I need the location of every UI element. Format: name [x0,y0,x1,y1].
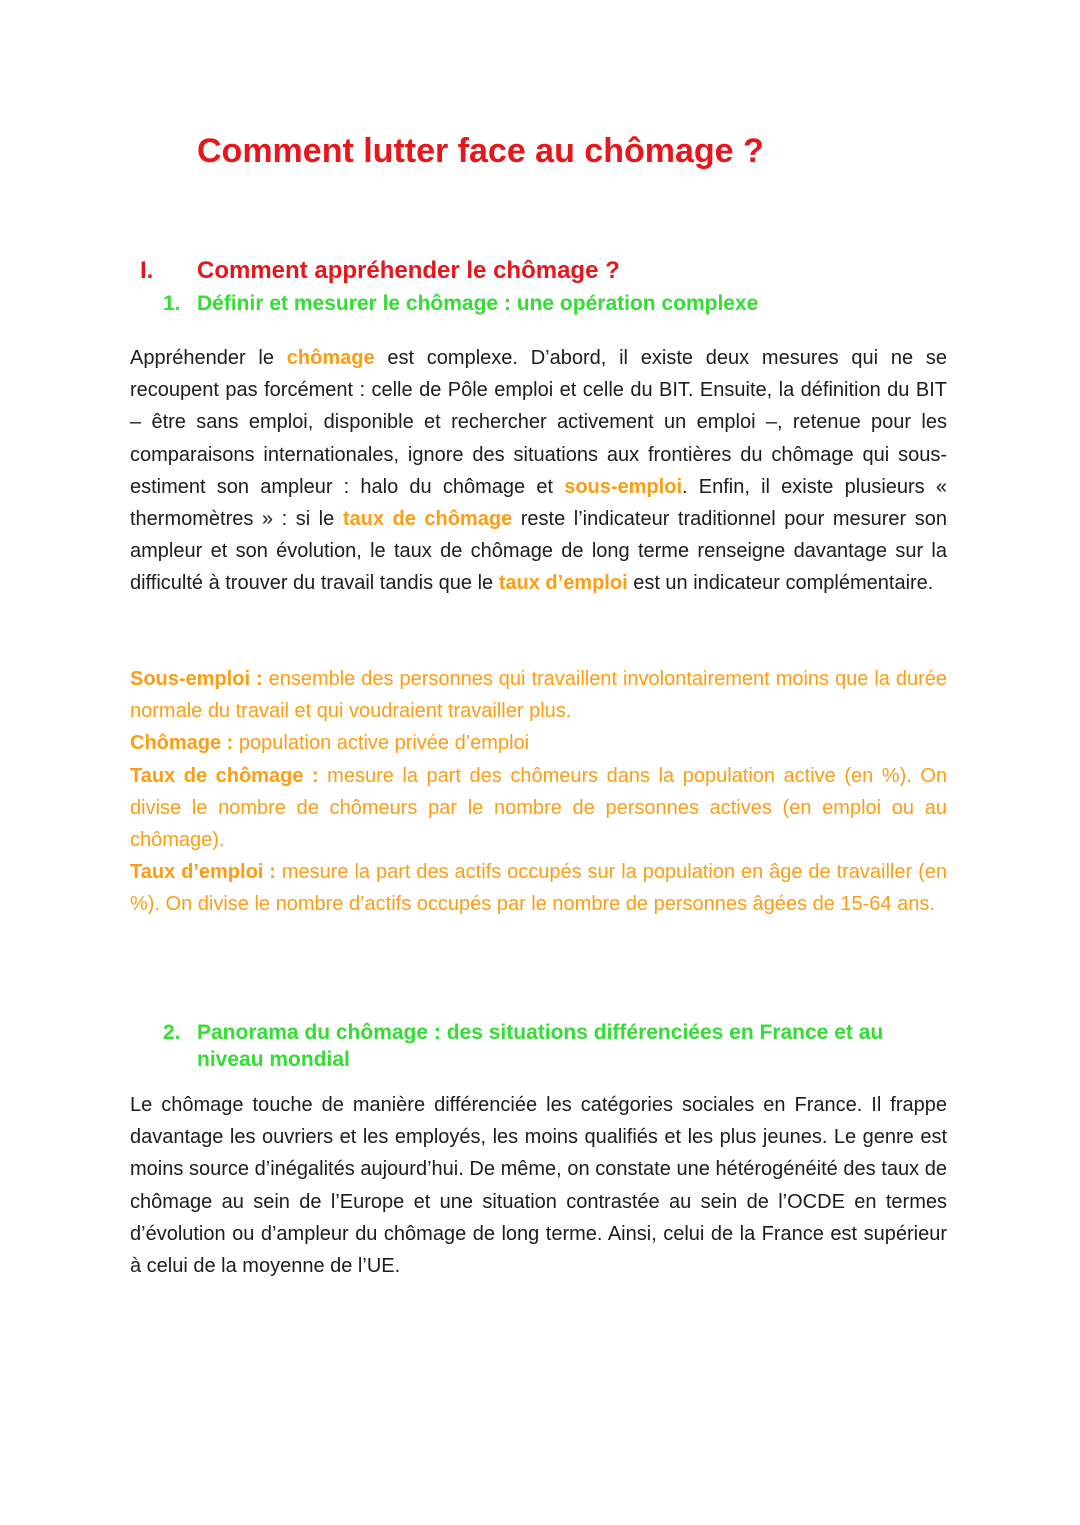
panorama-paragraph: Le chômage touche de manière différenciée les catégories sociales en France. Il frappe davantage les ouvriers et les employés, les moins qualifiés et les plus jeunes. Le genre est moins source d’inégalités aujourd’hui. De même, on constate une hétérogénéité des taux de chômage au sein de l’Europe et une situation contrastée au sein de l’OCDE en termes d’évolution ou d’ampleur du chômage de long terme. Ainsi, celui de la France est supérieur à celui de la moyenne de l’UE. [130,1094,947,1278]
intro-paragraph [130,342,947,600]
text-run: reste l’indicateur traditionnel pour mesurer son ampleur et son évolution, le taux de chômage de long terme renseigne davantage sur la difficulté à trouver du travail tandis que le [130,508,948,595]
definition-term: Taux d’emploi : [130,861,276,884]
definition-item [130,856,947,920]
text-run: Appréhender le [130,347,287,369]
subsection-title: Panorama du chômage : des situations différenciées en France et au niveau mondial [197,1021,884,1071]
page-title: Comment lutter face au chômage ? [197,132,764,170]
text-run: est un indicateur complémentaire. [627,572,934,595]
subsection-number: 2. [163,1021,181,1044]
subsection-heading-2 [163,1019,923,1073]
definition-term: Taux de chômage : [130,764,319,787]
keyword-chomage: chômage [286,347,375,369]
keyword-taux-emploi: taux d’emploi [498,572,628,595]
section-title: Comment appréhender le chômage ? [197,257,620,284]
definition-term: Sous-emploi : [130,668,263,690]
definition-item [130,727,947,759]
text-run: . Enfin, il existe plusieurs « thermomètres » : si le [130,475,947,531]
subsection-number: 1. [163,292,181,315]
text-run: est complexe. D’abord, il existe deux mesures qui ne se recoupent pas forcément : celle de Pôle emploi et celle du BIT. Ensuite, la définition du BIT – être sans emploi, disponible et rechercher activement un emploi –, retenue pour les comparaisons internationales, ignore des situations aux frontières du chômage qui sous-estiment son ampleur : halo du chômage et [130,347,947,498]
section-number: I. [140,257,154,284]
definition-text: ensemble des personnes qui travaillent involontairement moins que la durée normale du travail et qui voudraient travailler plus. [130,668,947,723]
definition-text: mesure la part des actifs occupés sur la population en âge de travailler (en %). On divise le nombre d’actifs occupés par le nombre de personnes âgées de 15-64 ans. [130,861,947,916]
section-heading [140,257,620,285]
definition-item [130,760,947,857]
definition-item [130,663,947,727]
subsection-title: Définir et mesurer le chômage : une opération complexe [197,292,759,315]
definitions-list [130,663,947,921]
keyword-sous-emploi: sous-emploi [564,475,683,498]
subsection-heading-1 [163,290,923,317]
definition-text: mesure la part des chômeurs dans la population active (en %). On divise le nombre de chômeurs par le nombre de personnes actives (en emploi ou au chômage). [130,764,948,852]
keyword-taux-de-chomage: taux de chômage [342,508,513,531]
definition-text: population active privée d’emploi [233,732,530,755]
definition-term: Chômage : [130,732,234,755]
